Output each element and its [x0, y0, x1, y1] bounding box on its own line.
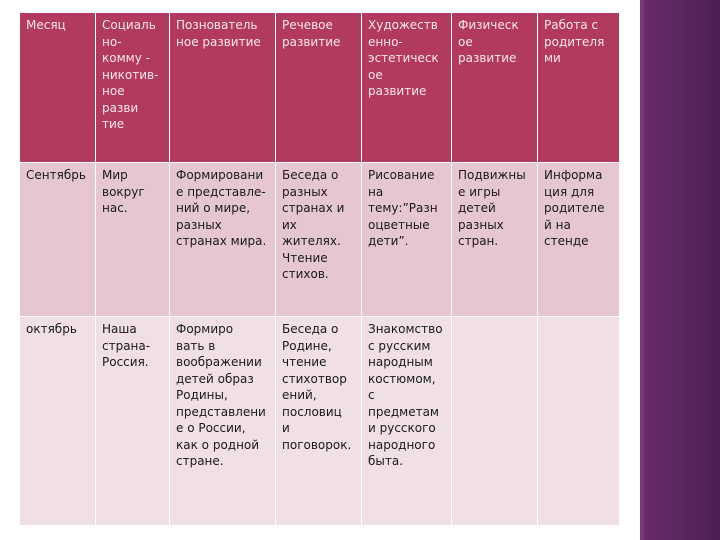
table-cell — [20, 163, 96, 317]
decorative-side-band — [640, 0, 720, 540]
cell-text: Формировани е представле- ний о мире, разных странах мира. — [176, 168, 267, 248]
table-cell — [452, 317, 538, 526]
table-row — [20, 163, 620, 317]
cell-text: Формиро вать в воображении детей образ Родины, представлени е о России, как о родной стране. — [176, 322, 266, 468]
table-row — [20, 317, 620, 526]
table-cell — [276, 317, 362, 526]
header-cell-text: Физическ ое развитие — [458, 18, 519, 65]
table-cell — [96, 163, 170, 317]
header-cell-text: Речевое развитие — [282, 18, 341, 49]
header-social-development — [96, 13, 170, 163]
table-cell — [20, 317, 96, 526]
cell-text: Беседа о разных странах и их жителях. Чтение стихов. — [282, 168, 345, 281]
header-parents-work — [538, 13, 620, 163]
header-cell-text: Познователь ное развитие — [176, 18, 261, 49]
header-cell-text: Социаль но- комму - никотив- ное разви тие — [102, 18, 159, 131]
cell-text: Наша страна- Россия. — [102, 322, 151, 369]
table-cell — [538, 163, 620, 317]
table-cell — [362, 317, 452, 526]
table-cell — [170, 317, 276, 526]
cell-text: октябрь — [26, 322, 77, 336]
header-artistic-development — [362, 13, 452, 163]
cell-text: Мир вокруг нас. — [102, 168, 145, 215]
cell-text: Сентябрь — [26, 168, 86, 182]
header-cell-text: Художеств енно- эстетическ ое развитие — [368, 18, 439, 98]
cell-text: Знакомство с русским народным костюмом, с предметам и русского народного быта. — [368, 322, 443, 468]
cell-text: Подвижны е игры детей разных стран. — [458, 168, 526, 248]
table-cell — [452, 163, 538, 317]
table-cell — [276, 163, 362, 317]
table-cell — [362, 163, 452, 317]
table-cell — [96, 317, 170, 526]
header-cell-text: Работа с родителя ми — [544, 18, 605, 65]
cell-text: Беседа о Родине, чтение стихотвор ений, пословиц и поговорок. — [282, 322, 352, 452]
table-cell — [538, 317, 620, 526]
header-cell-text: Месяц — [26, 18, 66, 32]
header-physical-development — [452, 13, 538, 163]
table-cell — [170, 163, 276, 317]
cell-text: Рисование на тему:”Разн оцветные дети”. — [368, 168, 438, 248]
header-cognitive-development — [170, 13, 276, 163]
activity-plan-table — [19, 12, 620, 526]
cell-text: Информа ция для родителе й на стенде — [544, 168, 605, 248]
header-month — [20, 13, 96, 163]
header-speech-development — [276, 13, 362, 163]
table-header-row — [20, 13, 620, 163]
